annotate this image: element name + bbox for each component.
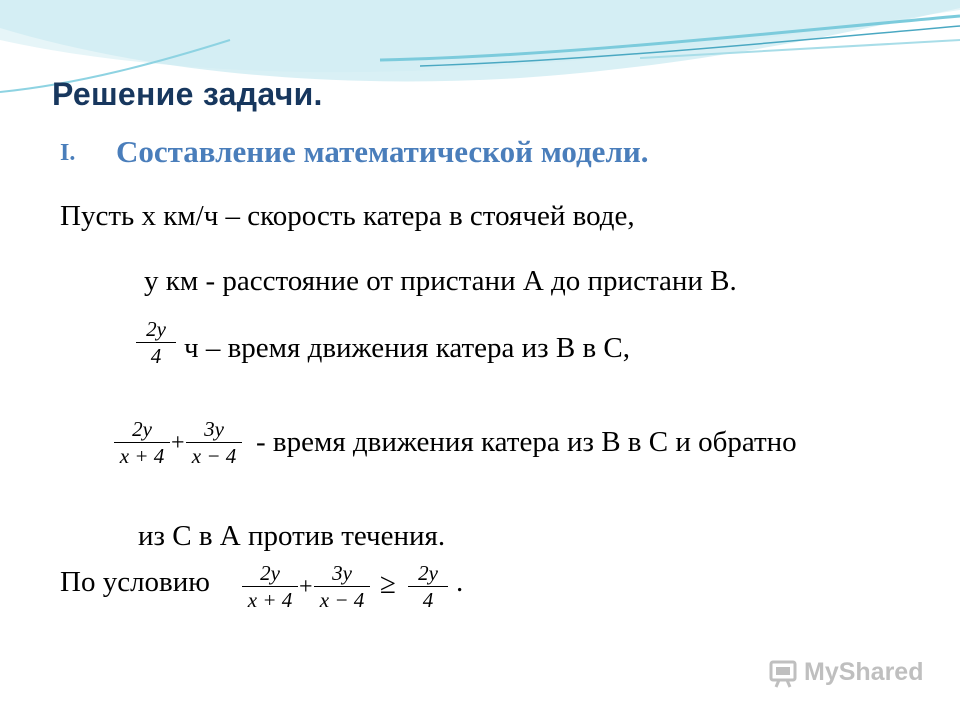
text-line-4: - время движения катера из В в С и обратно [256,426,797,458]
denominator: x − 4 [191,444,237,468]
fraction-2y-over-x-plus-4 [114,418,170,467]
fraction-2y-over-x-plus-4-b [242,562,298,611]
numerator: 3y [186,418,242,443]
fraction-3y-over-x-minus-4-b [314,562,370,611]
numerator: 2y [242,562,298,587]
plus-sign: + [299,574,313,600]
text-line-5: из С в А против течения. [138,520,446,552]
fraction-2y-over-4 [136,318,176,367]
denominator: x + 4 [119,444,165,468]
section-title: Составление математической модели. [116,134,649,169]
numerator: 2y [408,562,448,587]
slide-title: Решение задачи. [52,76,323,112]
denominator: x − 4 [319,588,365,612]
text-line-1: Пусть х км/ч – скорость катера в стоячей воде, [60,200,635,232]
myshared-watermark [766,654,926,694]
period: . [456,566,464,598]
myshared-logo-icon [768,656,802,690]
text-line-2: у км - расстояние от пристани А до пристани В. [144,265,737,297]
text-line-3: ч – время движения катера из В в С, [184,332,631,364]
denominator: 4 [422,588,434,612]
watermark-text: MyShared [804,658,924,686]
geq-sign: ≥ [380,568,396,600]
plus-sign: + [171,430,185,456]
numerator: 2y [114,418,170,443]
section-heading [60,134,648,170]
fraction-3y-over-x-minus-4 [186,418,242,467]
denominator: 4 [150,344,162,368]
fraction-2y-over-4-b [408,562,448,611]
numerator: 3y [314,562,370,587]
section-number: I. [60,140,76,166]
denominator: x + 4 [247,588,293,612]
numerator: 2y [136,318,176,343]
text-line-6-prefix: По условию [60,566,210,598]
